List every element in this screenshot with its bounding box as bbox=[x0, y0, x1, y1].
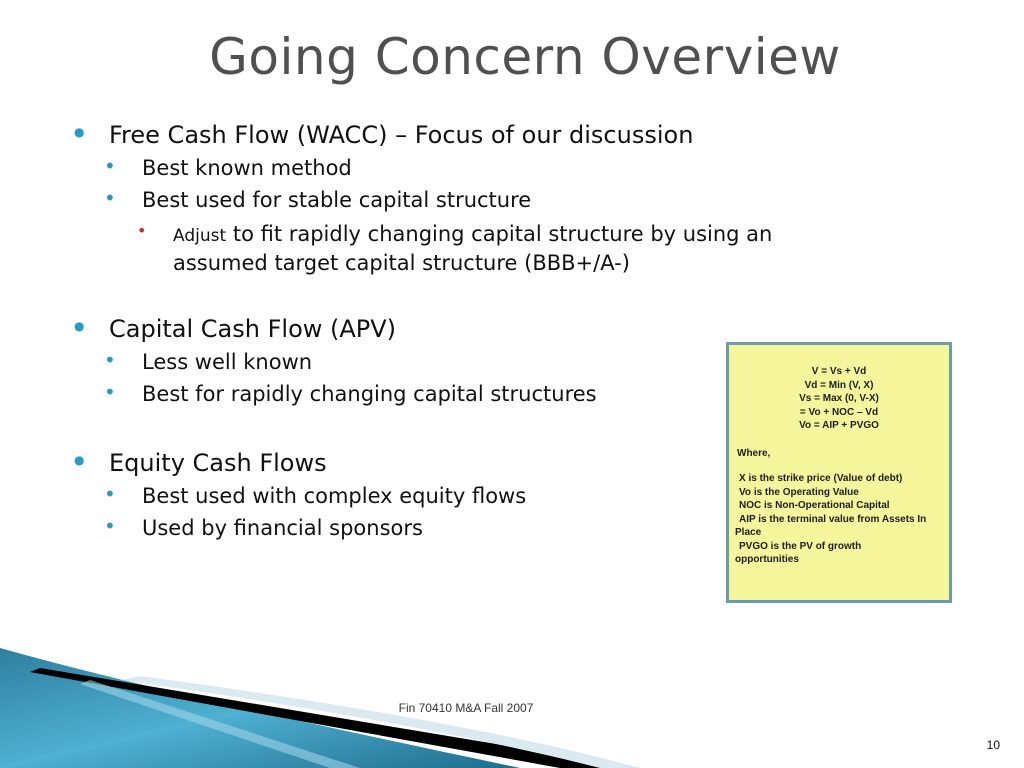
definition-line: Place bbox=[735, 527, 762, 538]
bullet-text: Best known method bbox=[142, 156, 352, 180]
bullet-dot-icon: • bbox=[104, 380, 116, 404]
bullet-text: Free Cash Flow (WACC) – Focus of our discussion bbox=[109, 121, 694, 149]
bullet-text bbox=[173, 222, 772, 246]
definition-line: X is the strike price (Value of debt) bbox=[739, 473, 903, 484]
where-label: Where, bbox=[737, 447, 771, 459]
bullet-dot-icon: • bbox=[104, 348, 116, 372]
adjust-rest: to fit rapidly changing capital structure by using an bbox=[226, 222, 773, 246]
slide-title: Going Concern Overview bbox=[209, 28, 841, 86]
formula-line: Vd = Min (V, X) bbox=[804, 379, 874, 391]
definition-line: NOC is Non-Operational Capital bbox=[739, 500, 890, 511]
formula-box bbox=[726, 342, 952, 603]
bullet-text: assumed target capital structure (BBB+/A-) bbox=[173, 251, 630, 275]
bullet-text: Used by financial sponsors bbox=[142, 516, 423, 540]
bullet-dot-icon: ● bbox=[74, 319, 85, 333]
bullet-dot-icon: • bbox=[104, 514, 116, 538]
bullet-text: Capital Cash Flow (APV) bbox=[109, 315, 397, 343]
bullet-dot-icon: • bbox=[104, 186, 116, 210]
definition-line: Vo is the Operating Value bbox=[739, 486, 859, 498]
bullet-text: Best for rapidly changing capital structures bbox=[142, 382, 597, 406]
bullet-text: Best used with complex equity flows bbox=[142, 484, 527, 508]
definition-line: opportunities bbox=[735, 554, 799, 565]
formula-line: Vo = AIP + PVGO bbox=[799, 420, 879, 431]
bullet-dot-icon: • bbox=[104, 154, 116, 178]
adjust-word: Adjust bbox=[173, 226, 227, 246]
bullet-text: Equity Cash Flows bbox=[109, 449, 327, 477]
bullet-dot-icon: • bbox=[137, 221, 147, 240]
bullet-text: Best used for stable capital structure bbox=[142, 188, 532, 212]
bullet-text: Less well known bbox=[142, 350, 313, 374]
bullet-dot-icon: ● bbox=[74, 453, 85, 467]
bullet-dot-icon: ● bbox=[74, 125, 85, 139]
formula-line: = Vo + NOC – Vd bbox=[799, 406, 879, 418]
page-number: 10 bbox=[986, 738, 1000, 752]
bullet-dot-icon: • bbox=[104, 482, 116, 506]
definition-line: PVGO is the PV of growth bbox=[739, 540, 862, 552]
formula-line: Vs = Max (0, V-X) bbox=[799, 393, 879, 404]
slide-footer: Fin 70410 M&A Fall 2007 bbox=[398, 701, 534, 715]
definition-line: AIP is the terminal value from Assets In bbox=[739, 513, 927, 525]
formula-line: V = Vs + Vd bbox=[811, 366, 867, 377]
